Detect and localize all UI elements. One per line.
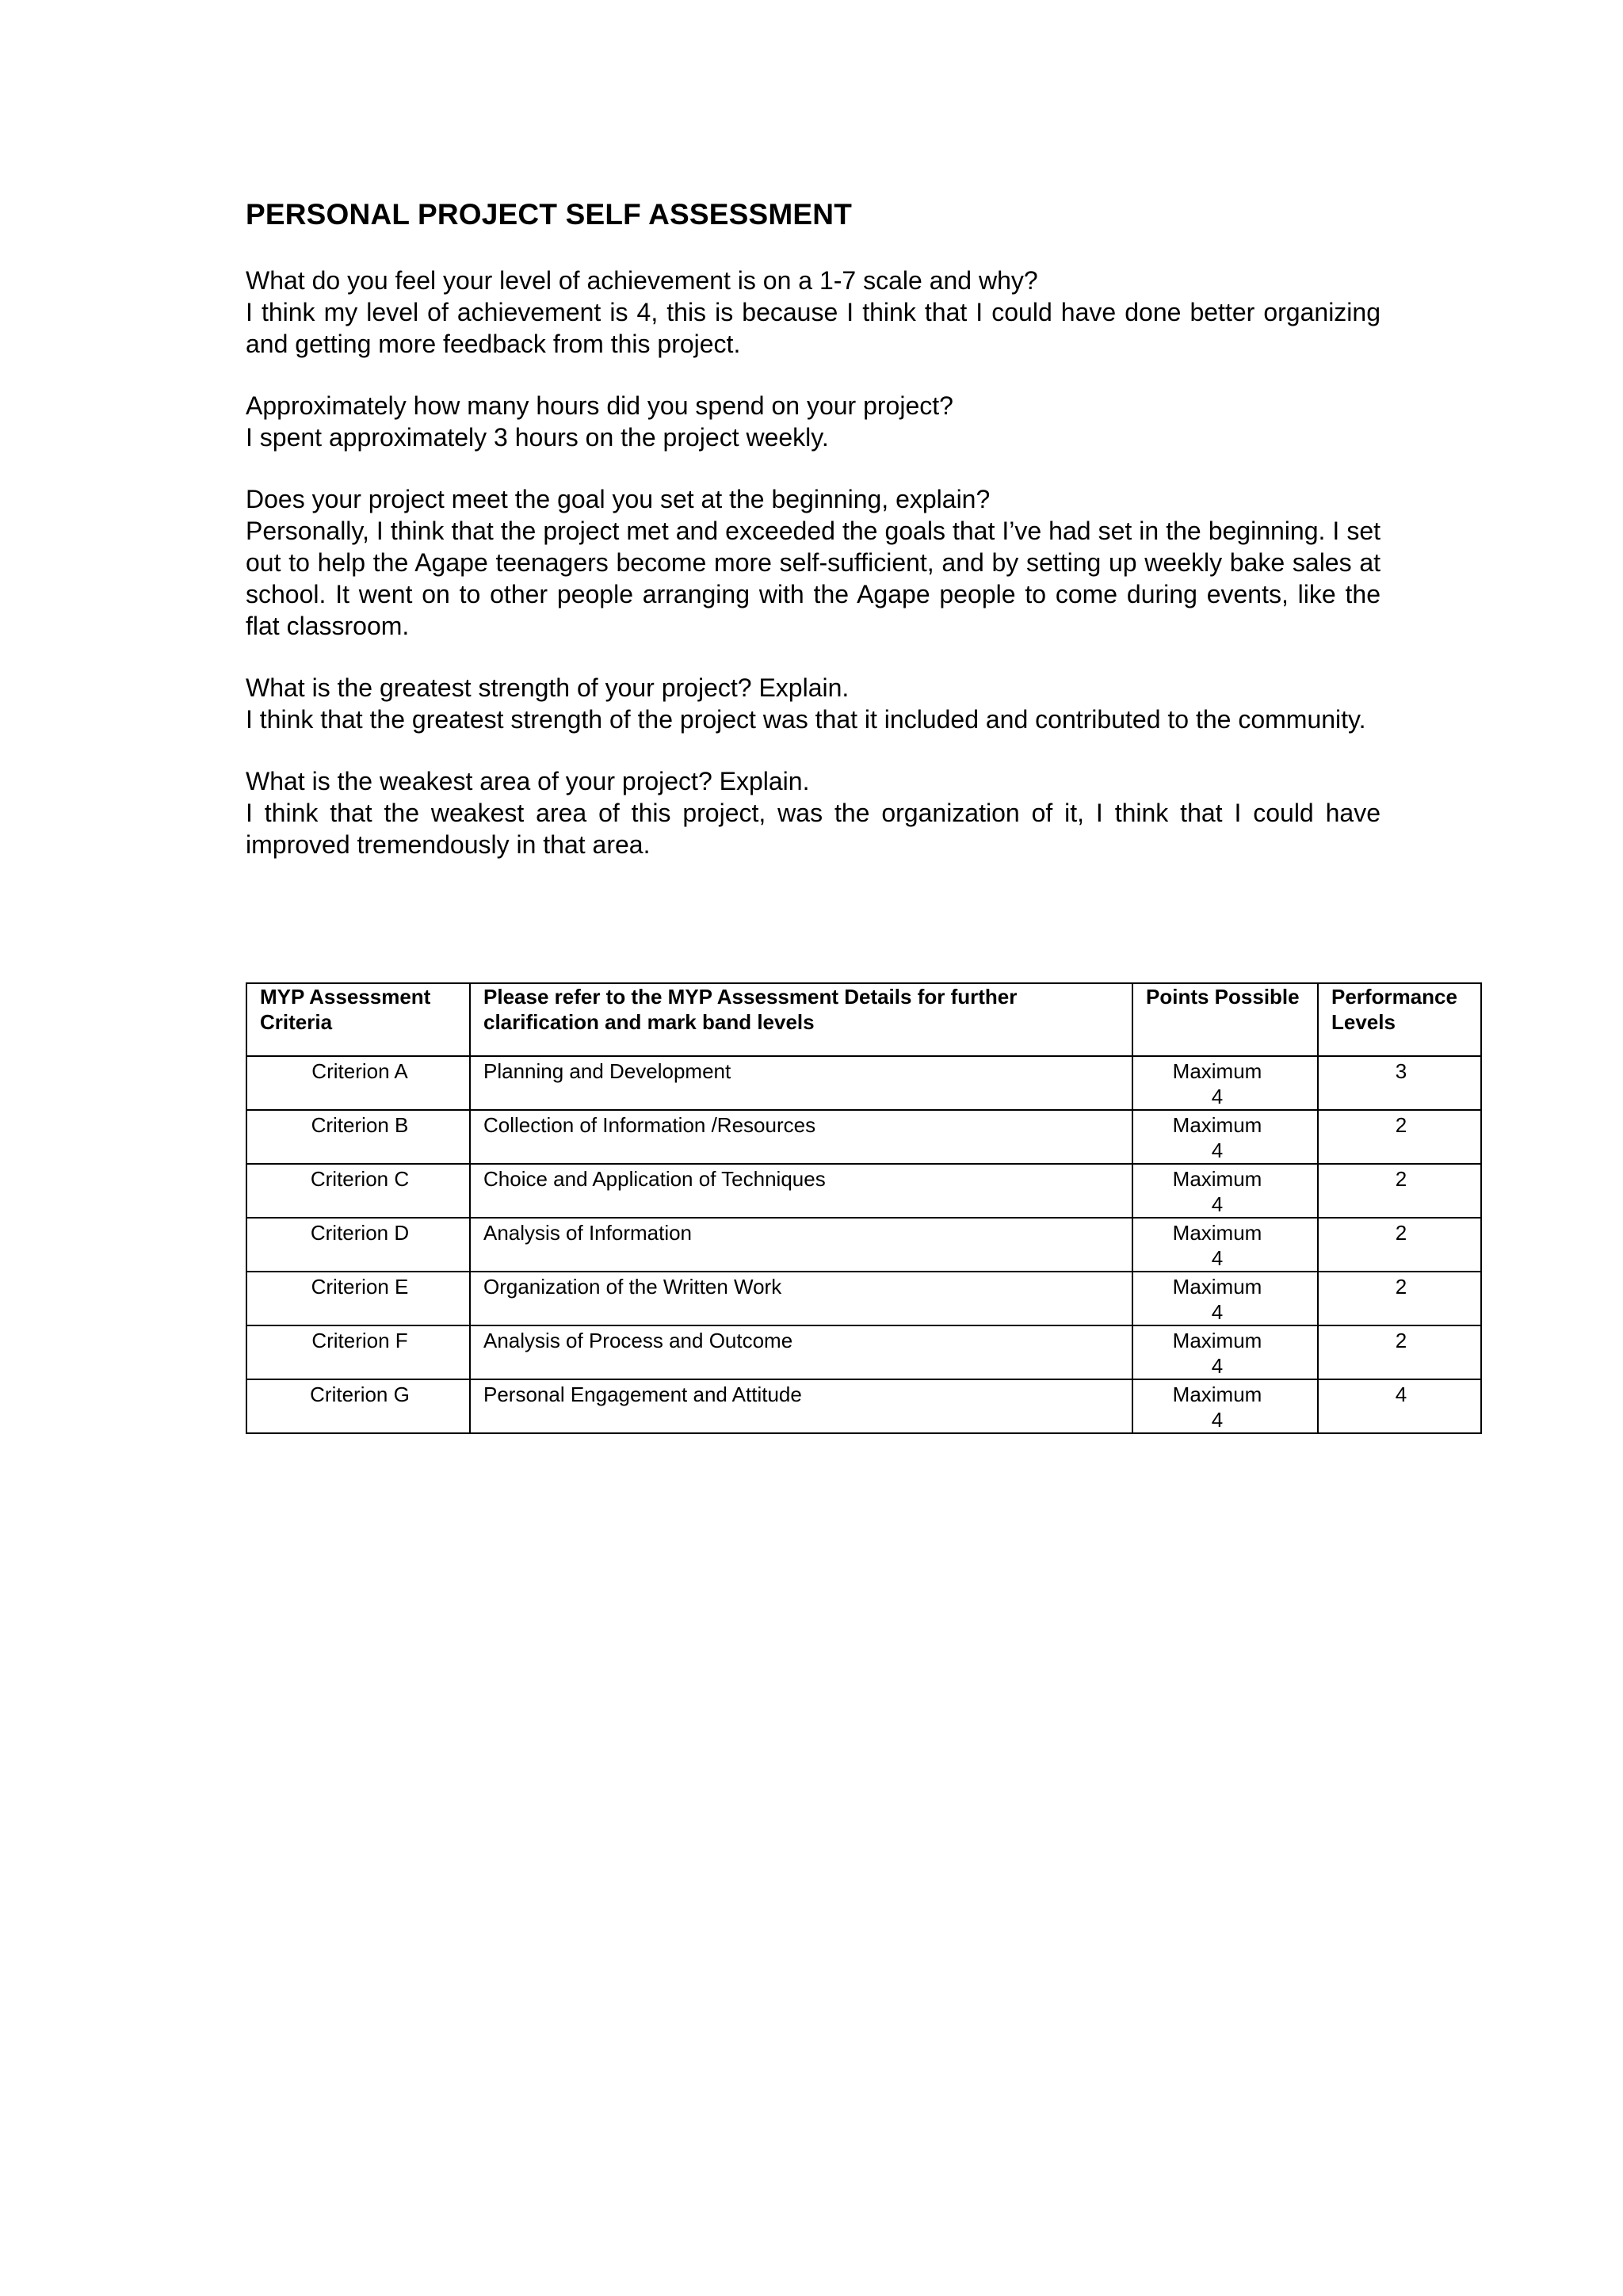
- points-cell: [1132, 1272, 1318, 1325]
- criterion-cell: Criterion B: [246, 1110, 470, 1164]
- points-cell: [1132, 1110, 1318, 1164]
- points-cell: [1132, 1218, 1318, 1272]
- description-cell: Planning and Development: [470, 1056, 1132, 1110]
- level-cell: 2: [1318, 1110, 1481, 1164]
- qa-section-achievement: [246, 265, 1381, 360]
- points-value: 4: [1211, 1138, 1224, 1162]
- points-label: Maximum: [1172, 1059, 1262, 1083]
- description-cell: Collection of Information /Resources: [470, 1110, 1132, 1164]
- criterion-cell: Criterion D: [246, 1218, 470, 1272]
- qa-section-strength: [246, 672, 1381, 735]
- table-body: [246, 1056, 1481, 1433]
- level-cell: 2: [1318, 1218, 1481, 1272]
- table-header: [246, 983, 1481, 1056]
- table-row: [246, 1218, 1481, 1272]
- description-cell: Choice and Application of Techniques: [470, 1164, 1132, 1218]
- table-header-row: [246, 983, 1481, 1056]
- description-cell: Organization of the Written Work: [470, 1272, 1132, 1325]
- criterion-cell: Criterion G: [246, 1379, 470, 1433]
- description-cell: Personal Engagement and Attitude: [470, 1379, 1132, 1433]
- table-row: [246, 1325, 1481, 1379]
- points-label: Maximum: [1172, 1113, 1262, 1137]
- level-cell: 3: [1318, 1056, 1481, 1110]
- points-value: 4: [1211, 1085, 1224, 1108]
- level-cell: 2: [1318, 1325, 1481, 1379]
- points-value: 4: [1211, 1246, 1224, 1270]
- answer-text: I think that the greatest strength of the project was that it included and contributed to the community.: [246, 705, 1366, 734]
- qa-section-goal: [246, 483, 1381, 642]
- question-text: What is the weakest area of your project? Explain.: [246, 767, 810, 795]
- table-row: [246, 1164, 1481, 1218]
- answer-text: I spent approximately 3 hours on the project weekly.: [246, 423, 829, 452]
- points-value: 4: [1211, 1300, 1224, 1324]
- level-cell: 2: [1318, 1164, 1481, 1218]
- assessment-table: [246, 982, 1482, 1434]
- table-row: [246, 1379, 1481, 1433]
- table-row: [246, 1272, 1481, 1325]
- header-details: Please refer to the MYP Assessment Details for further clarification and mark band levels: [470, 983, 1132, 1056]
- question-text: Does your project meet the goal you set at the beginning, explain?: [246, 485, 991, 513]
- qa-section-weakness: [246, 765, 1381, 860]
- points-value: 4: [1211, 1354, 1224, 1378]
- answer-text: I think my level of achievement is 4, this is because I think that I could have done better organizing and getting more feedback from this project.: [246, 298, 1381, 358]
- points-cell: [1132, 1379, 1318, 1433]
- points-value: 4: [1211, 1192, 1224, 1216]
- qa-section-hours: [246, 390, 1381, 453]
- question-text: What is the greatest strength of your project? Explain.: [246, 673, 850, 702]
- header-criteria: MYP Assessment Criteria: [246, 983, 470, 1056]
- level-cell: 2: [1318, 1272, 1481, 1325]
- points-cell: [1132, 1164, 1318, 1218]
- criterion-cell: Criterion F: [246, 1325, 470, 1379]
- points-label: Maximum: [1172, 1221, 1262, 1245]
- header-levels: Performance Levels: [1318, 983, 1481, 1056]
- answer-text: Personally, I think that the project met and exceeded the goals that I’ve had set in the beginning. I set out to help the Agape teenagers become more self-sufficient, and by setting up weekly bake sales at school. It went on to other people arranging with the Agape people to come during events, like the flat classroom.: [246, 517, 1381, 640]
- points-label: Maximum: [1172, 1329, 1262, 1352]
- header-points: Points Possible: [1132, 983, 1318, 1056]
- page-title: PERSONAL PROJECT SELF ASSESSMENT: [246, 198, 853, 231]
- answer-text: I think that the weakest area of this project, was the organization of it, I think that I could have improved tremendously in that area.: [246, 799, 1381, 859]
- level-cell: 4: [1318, 1379, 1481, 1433]
- points-label: Maximum: [1172, 1167, 1262, 1191]
- criterion-cell: Criterion C: [246, 1164, 470, 1218]
- question-text: Approximately how many hours did you spend on your project?: [246, 391, 953, 420]
- question-text: What do you feel your level of achievement is on a 1-7 scale and why?: [246, 266, 1038, 295]
- document-content: [246, 195, 1381, 860]
- points-value: 4: [1211, 1408, 1224, 1432]
- description-cell: Analysis of Process and Outcome: [470, 1325, 1132, 1379]
- criterion-cell: Criterion E: [246, 1272, 470, 1325]
- points-label: Maximum: [1172, 1275, 1262, 1299]
- points-cell: [1132, 1056, 1318, 1110]
- table-row: [246, 1056, 1481, 1110]
- criterion-cell: Criterion A: [246, 1056, 470, 1110]
- table-row: [246, 1110, 1481, 1164]
- description-cell: Analysis of Information: [470, 1218, 1132, 1272]
- points-label: Maximum: [1172, 1383, 1262, 1406]
- points-cell: [1132, 1325, 1318, 1379]
